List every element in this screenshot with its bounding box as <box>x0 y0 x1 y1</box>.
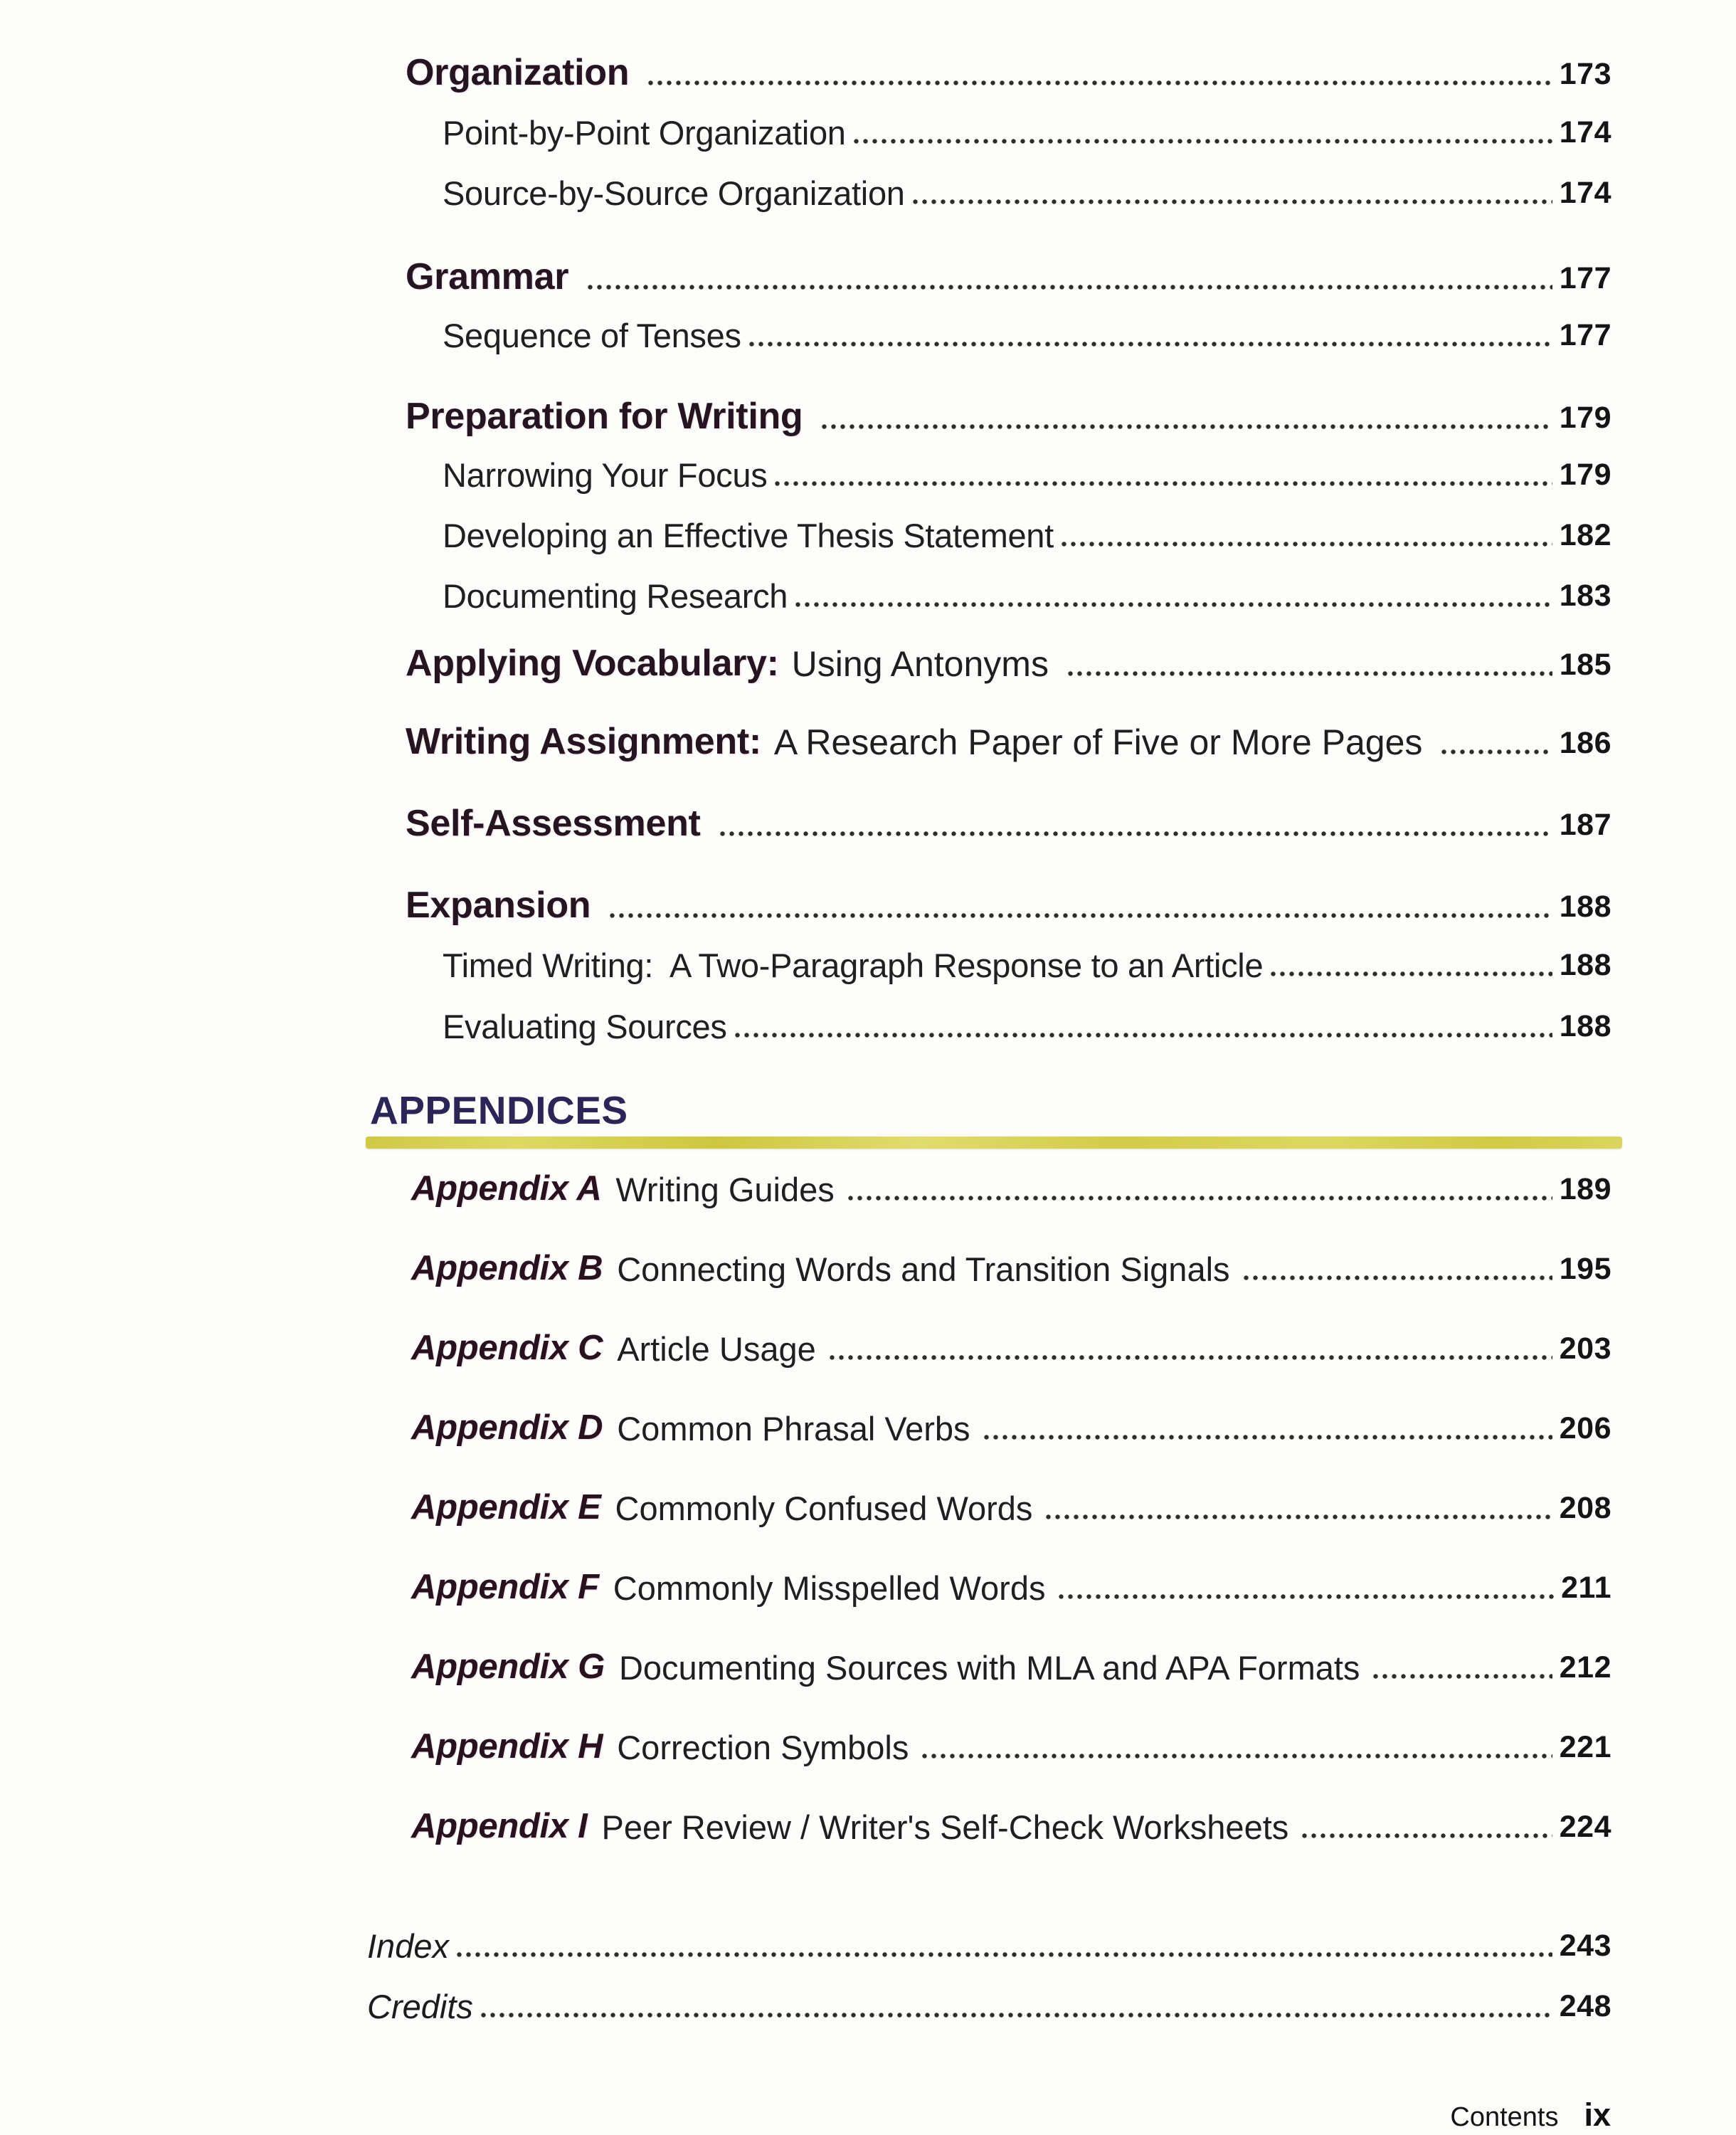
dot-leader <box>734 1032 1552 1038</box>
appendix-label: Appendix G <box>411 1648 605 1686</box>
appendix-label: Appendix A <box>411 1169 602 1208</box>
appendix-title: Commonly Confused Words <box>615 1490 1033 1527</box>
dot-leader <box>1061 541 1552 547</box>
dot-leader <box>1441 749 1552 755</box>
toc-entry-page-number: 174 <box>1559 176 1611 210</box>
toc-entry-label: Evaluating Sources <box>443 1008 727 1045</box>
toc-row <box>367 1929 1611 1963</box>
toc-row <box>443 458 1611 492</box>
toc-row <box>443 949 1611 982</box>
toc-entry-page-number: 182 <box>1559 518 1611 552</box>
toc-entry-label: Organization <box>406 52 630 93</box>
appendix-label: Appendix I <box>411 1807 588 1845</box>
toc-row <box>411 1570 1611 1605</box>
appendix-title: Correction Symbols <box>617 1729 909 1766</box>
toc-entry-page-number: 186 <box>1559 726 1611 760</box>
toc-row <box>411 1251 1611 1286</box>
toc-entry-page-number: 195 <box>1559 1252 1611 1286</box>
toc-row <box>411 1171 1611 1206</box>
dot-leader <box>1301 1833 1552 1839</box>
toc-row <box>406 723 1611 760</box>
dot-leader <box>609 912 1552 919</box>
toc-row <box>406 258 1611 295</box>
dot-leader <box>1045 1514 1552 1520</box>
toc-entry-label: Self-Assessment <box>406 803 701 844</box>
toc-row <box>406 398 1611 435</box>
appendix-title: Commonly Misspelled Words <box>613 1569 1046 1607</box>
toc-row <box>443 519 1611 552</box>
dot-leader <box>748 341 1552 347</box>
appendix-title: Common Phrasal Verbs <box>617 1410 970 1448</box>
toc-row <box>411 1408 1611 1448</box>
toc-row <box>406 887 1611 924</box>
appendix-label: Appendix C <box>411 1329 603 1367</box>
toc-row <box>411 1490 1611 1525</box>
footer-section-label: Contents <box>1450 2102 1559 2132</box>
toc-entry-sublabel: A Research Paper of Five or More Pages <box>773 722 1423 762</box>
toc-row <box>406 54 1611 91</box>
dot-leader <box>774 480 1552 487</box>
toc-entry-label: Index <box>367 1927 449 1965</box>
dot-leader <box>480 2012 1552 2018</box>
toc-entry-page-number: 174 <box>1559 115 1611 149</box>
dot-leader <box>829 1354 1552 1361</box>
dot-leader <box>1067 670 1552 677</box>
appendix-label: Appendix E <box>411 1488 601 1527</box>
toc-entry-label: Developing an Effective Thesis Statement <box>443 517 1054 554</box>
toc-entry-page-number: 185 <box>1559 648 1611 682</box>
dot-leader <box>795 601 1552 608</box>
appendix-label: Appendix H <box>411 1727 603 1766</box>
appendix-title: Peer Review / Writer's Self-Check Worksheets <box>601 1808 1289 1846</box>
footer-page-number: ix <box>1584 2097 1611 2133</box>
toc-entry-page-number: 188 <box>1559 1009 1611 1043</box>
toc-entry-label: Preparation for Writing <box>406 396 803 437</box>
toc-entry-page-number: 243 <box>1559 1929 1611 1963</box>
dot-leader <box>1270 971 1552 977</box>
dot-leader <box>647 80 1552 86</box>
appendices-heading: APPENDICES <box>370 1088 628 1132</box>
toc-entry-page-number: 188 <box>1559 890 1611 924</box>
appendix-title: Writing Guides <box>615 1171 835 1208</box>
toc-entry-label: Documenting Research <box>443 577 788 615</box>
toc-entry-page-number: 188 <box>1559 948 1611 982</box>
toc-entry-page-number: 221 <box>1559 1730 1611 1764</box>
toc-row <box>443 319 1611 352</box>
toc-entry-label: Source-by-Source Organization <box>443 174 905 212</box>
highlighter-underline <box>366 1137 1622 1149</box>
toc-entry-page-number: 183 <box>1559 579 1611 613</box>
toc-entry-page-number: 177 <box>1559 261 1611 295</box>
toc-entry-page-number: 179 <box>1559 458 1611 492</box>
toc-row <box>443 1010 1611 1043</box>
toc-row <box>443 176 1611 210</box>
dot-leader <box>1058 1593 1554 1600</box>
toc-entry-page-number: 173 <box>1559 57 1611 91</box>
dot-leader <box>1372 1673 1552 1680</box>
toc-entry-page-number: 224 <box>1559 1810 1611 1844</box>
toc-entry-label: Point-by-Point Organization <box>443 114 846 152</box>
toc-row <box>443 114 1611 152</box>
toc-row <box>406 805 1611 842</box>
toc-entry-page-number: 203 <box>1559 1332 1611 1366</box>
toc-row <box>443 579 1611 613</box>
dot-leader <box>719 831 1552 837</box>
toc-entry-label: Sequence of Tenses <box>443 317 741 354</box>
dot-leader <box>456 1951 1552 1958</box>
toc-row <box>411 1331 1611 1366</box>
toc-entry-page-number: 179 <box>1559 401 1611 435</box>
dot-leader <box>587 284 1552 290</box>
toc-row <box>367 1990 1611 2023</box>
toc-row <box>411 1809 1611 1844</box>
dot-leader <box>921 1753 1552 1759</box>
toc-entry-label: Expansion <box>406 885 591 926</box>
dot-leader <box>1243 1275 1552 1281</box>
appendix-title: Article Usage <box>617 1330 816 1368</box>
appendix-title: Connecting Words and Transition Signals <box>617 1250 1230 1288</box>
toc-entry-label: Writing Assignment: <box>406 721 761 762</box>
toc-entry-page-number: 177 <box>1559 318 1611 352</box>
toc-entry-page-number: 248 <box>1559 1989 1611 2023</box>
toc-row <box>411 1650 1611 1685</box>
dot-leader <box>983 1434 1552 1440</box>
dot-leader <box>847 1195 1552 1201</box>
appendix-title: Documenting Sources with MLA and APA Formats <box>618 1649 1360 1687</box>
toc-entry-page-number: 206 <box>1559 1411 1611 1445</box>
dot-leader <box>912 199 1552 205</box>
appendix-label: Appendix B <box>411 1249 603 1287</box>
toc-entry-label: Applying Vocabulary: <box>406 643 779 684</box>
dot-leader <box>821 423 1552 430</box>
dot-leader <box>853 138 1552 144</box>
toc-entry-label: Timed Writing: A Two-Paragraph Response to an Article <box>443 947 1264 984</box>
toc-entry-label: Narrowing Your Focus <box>443 456 768 494</box>
toc-entry-page-number: 208 <box>1559 1491 1611 1525</box>
toc-entry-label: Grammar <box>406 256 569 297</box>
page-footer <box>1450 2097 1611 2134</box>
toc-entry-page-number: 212 <box>1559 1650 1611 1685</box>
toc-entry-page-number: 189 <box>1559 1172 1611 1206</box>
toc-row <box>406 645 1611 682</box>
toc-entry-sublabel: Using Antonyms <box>791 644 1049 684</box>
appendix-label: Appendix D <box>411 1408 603 1447</box>
toc-entry-page-number: 187 <box>1559 808 1611 842</box>
toc-entry-page-number: 211 <box>1561 1571 1611 1605</box>
appendix-label: Appendix F <box>411 1568 599 1606</box>
toc-row <box>411 1729 1611 1764</box>
toc-entry-label: Credits <box>367 1988 473 2025</box>
